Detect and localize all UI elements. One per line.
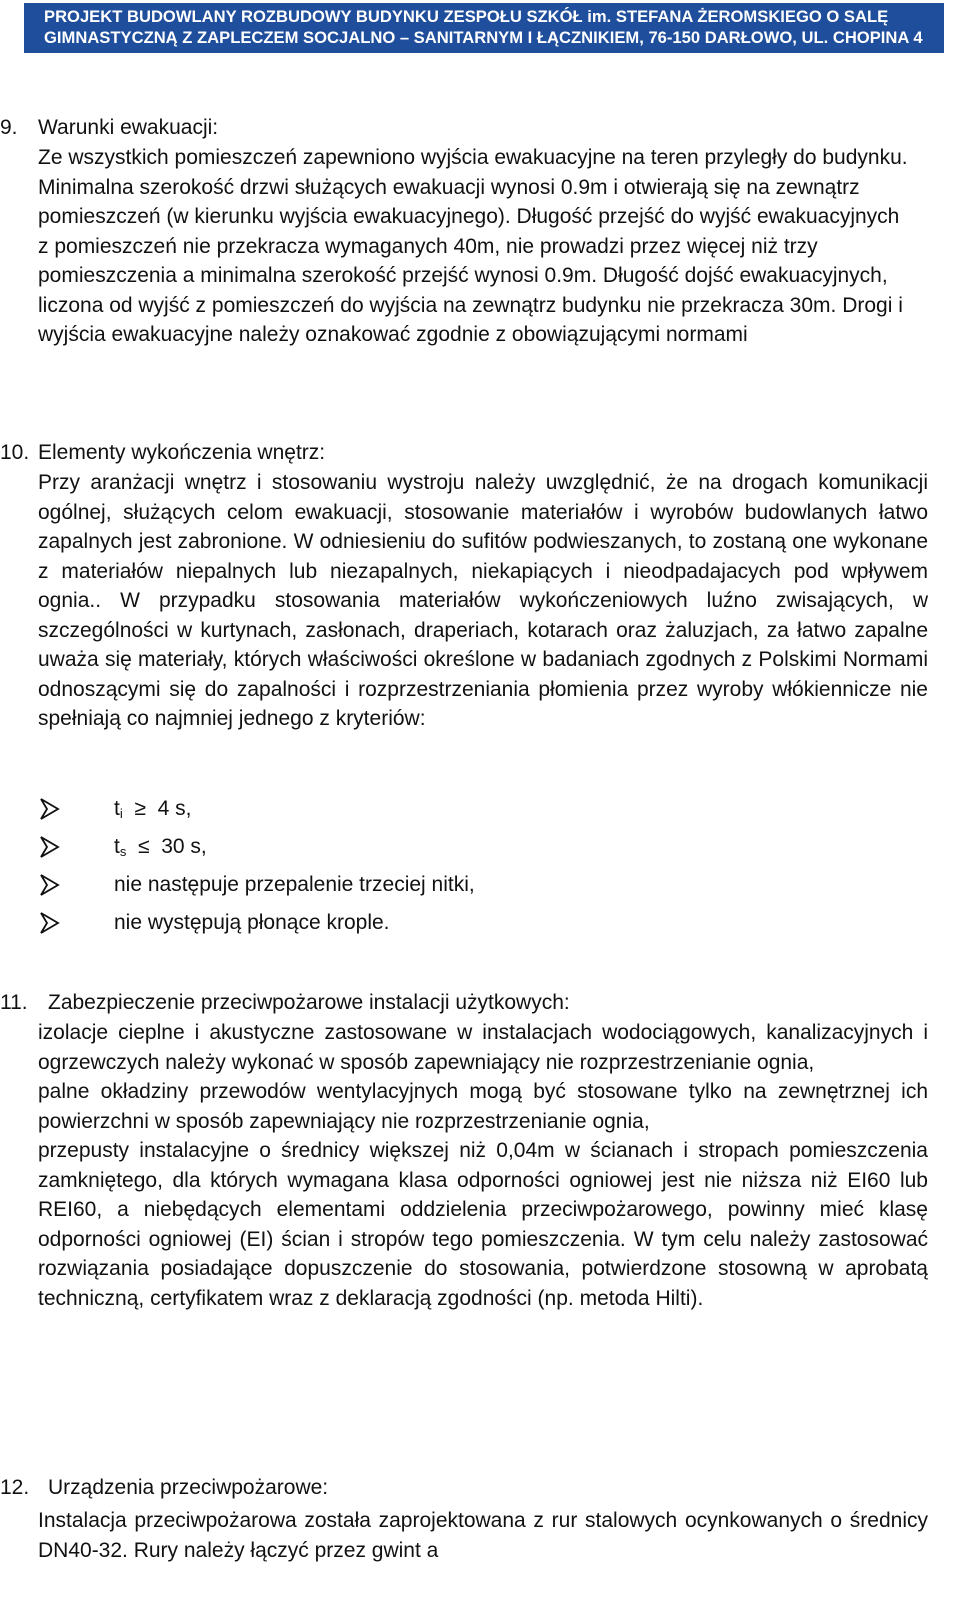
paragraph: palne okładziny przewodów wentylacyjnych mogą być stosowane tylko na zewnętrznej ich powierzchni w sposób zapewniający nie rozprzestrzenianie ognia, — [38, 1080, 928, 1133]
section-title: Warunki ewakuacji: — [38, 116, 219, 139]
section-title: Elementy wykończenia wnętrz: — [38, 441, 326, 464]
section-body — [38, 1018, 928, 1313]
arrow-bullet-icon — [40, 912, 60, 934]
arrow-bullet-icon — [40, 874, 60, 896]
criteria-list — [40, 794, 930, 946]
section-body: Przy aranżacji wnętrz i stosowaniu wystroju należy uwzględnić, że na drogach komunikacji ogólnej, służących celom ewakuacji, stosowanie materiałów i wyrobów budowlanych łatwo zapalnych jest zabronione. W odniesieniu do sufitów podwieszanych, to zostaną one wykonane z materiałów niepalnych lub niezapalnych, niekapiących i nieodpadajacych pod wpływem ognia.. W przypadku stosowania materiałów wykończeniowych luźno zwisających, w szczególności w kurtynach, zasłonach, draperiach, kotarach oraz żaluzjach, za łatwo zapalne uważa się materiały, których właściwości określone w badaniach zgodnych z Polskimi Normami odnoszącymi się do zapalności i rozprzestrzeniania płomienia przez wyroby włókiennicze nie spełniają co najmniej jednego z kryteriów: — [38, 471, 928, 730]
section-title: Zabezpieczenie przeciwpożarowe instalacji użytkowych: — [48, 991, 570, 1014]
section-9 — [0, 113, 960, 346]
header-line-2: GIMNASTYCZNĄ Z ZAPLECZEM SOCJALNO – SANITARNYM I ŁĄCZNIKIEM, 76-150 DARŁOWO, UL. CHOPINA 4 — [44, 28, 923, 47]
paragraph: przepusty instalacyjne o średnicy większej niż 0,04m w ścianach i stropach pomieszczenia zamkniętego, dla których wymagana klasa odporności ogniowej jest nie niższa niż EI60 lub REI60, a niebędących elementami oddzielenia przeciwpożarowego, powinny mieć klasę odporności ogniowej (EI) ścian i stropów tego pomieszczenia. W tym celu należy zastosować rozwiązania posiadające dopuszczenie do stosowania, potwierdzone stosowną w aprobatą techniczną, certyfikatem wraz z deklaracją zgodności (np. metoda Hilti). — [38, 1139, 928, 1310]
arrow-bullet-icon — [40, 836, 60, 858]
section-10 — [0, 438, 960, 934]
document-header — [24, 3, 944, 53]
section-number: 11. — [0, 991, 28, 1014]
section-body: Instalacja przeciwpożarowa została zaprojektowana z rur stalowych ocynkowanych o średnicy DN40-32. Rury należy łączyć przez gwint a — [38, 1509, 928, 1562]
section-number: 10. — [0, 441, 30, 464]
section-number: 12. — [0, 1476, 30, 1499]
header-line-1: PROJEKT BUDOWLANY ROZBUDOWY BUDYNKU ZESPOŁU SZKÓŁ im. STEFANA ŻEROMSKIEGO O SALĘ — [44, 7, 889, 26]
list-item: $t_i \ge 4$ s, — [40, 794, 930, 832]
section-title: Urządzenia przeciwpożarowe: — [48, 1476, 329, 1499]
section-12 — [0, 1473, 960, 1562]
list-item: nie występują płonące krople. — [40, 908, 930, 946]
paragraph: izolacje cieplne i akustyczne zastosowane w instalacjach wodociągowych, kanalizacyjnych i ogrzewczych należy wykonać w sposób zapewniający nie rozprzestrzenianie ognia, — [38, 1021, 928, 1074]
section-number: 9. — [0, 116, 18, 139]
list-item: nie następuje przepalenie trzeciej nitki, — [40, 870, 930, 908]
arrow-bullet-icon — [40, 798, 60, 820]
section-11 — [0, 988, 960, 1310]
section-body: Ze wszystkich pomieszczeń zapewniono wyjścia ewakuacyjne na teren przyległy do budynku. Minimalna szerokość drzwi służących ewakuacji wynosi 0.9m i otwierają się na zewnątrz pomieszczeń (w kierunku wyjścia ewakuacyjnego). Długość przejść do wyjść ewakuacyjnych z pomieszczeń nie przekracza wymaganych 40m, nie prowadzi przez więcej niż trzy pomieszczenia a minimalna szerokość przejść wynosi 0.9m. Długość dojść ewakuacyjnych, liczona od wyjść z pomieszczeń do wyjścia na zewnątrz budynku nie przekracza 30m. Drogi i wyjścia ewakuacyjne należy oznakować zgodnie z obowiązującymi normami — [38, 146, 908, 346]
list-item: $t_s \le 30$ s, — [40, 832, 930, 870]
